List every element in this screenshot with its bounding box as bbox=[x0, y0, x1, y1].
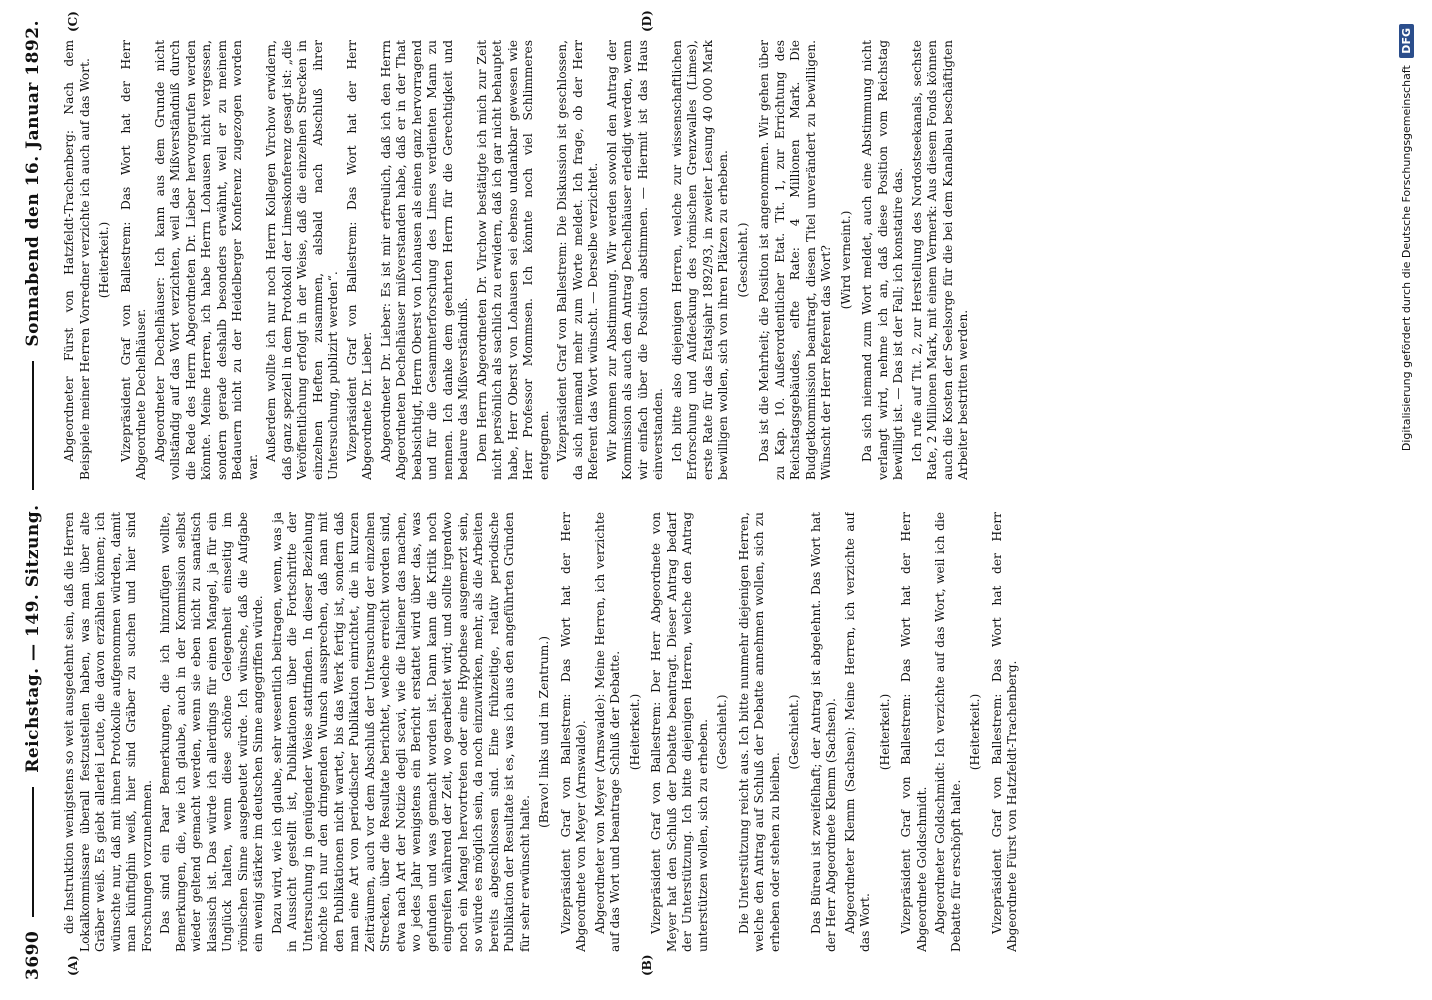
paragraph: Abgeordneter Klemm (Sachsen): Meine Herren, ich verzichte auf das Wort. bbox=[842, 512, 872, 952]
paragraph: Vizepräsident Graf von Ballestrem: Der Herr Abgeordnete von Meyer hat den Schluß der Debatte beantragt. Dieser Antrag bedarf der Unterstützung. Ich bitte diejenigen Herren, welche den Antrag unterstützen wollen, sich zu erheben. bbox=[649, 512, 710, 952]
interjection: (Heiterkeit.) bbox=[877, 693, 892, 771]
credit-text: Digitalisierung gefördert durch die Deutsche Forschungsgemeinschaft bbox=[1400, 65, 1413, 452]
page-header bbox=[20, 20, 46, 980]
interjection: (Heiterkeit.) bbox=[627, 693, 642, 771]
paragraph: Abgeordneter von Meyer (Arnswalde): Meine Herren, ich verzichte auf das Wort und beantrage Schluß der Debatte. bbox=[592, 512, 622, 952]
interjection: (Heiterkeit.) bbox=[968, 693, 982, 771]
header-rule-right bbox=[32, 361, 34, 491]
header-session: Reichstag. — 149. Sitzung. bbox=[23, 504, 43, 773]
paragraph: Vizepräsident Graf von Ballestrem: Das Wort hat der Herr Abgeordnete Dechelhäuser. bbox=[118, 40, 148, 480]
left-column bbox=[62, 512, 1322, 952]
paragraph: Dazu wird, wie ich glaube, sehr wesentlich beitragen, wenn, was ja in Aussicht gestellt ist, Publikationen über die Fortschritte der Untersuchung in genügender Weise stattfinden. In dieser Beziehung möchte ich nur den dringenden Wunsch aussprechen, daß man mit den Publikationen nicht wartet, bis das Werk fertig ist, sondern daß man eine Art von periodischer Publikation einrichtet, die in kurzen Zeiträumen, auch vor dem Abschluß der Untersuchung der einzelnen Strecken, über die Resultate berichtet, welche erreicht worden sind, etwa nach Art der Notizie degli scavi, wie die Italiener das machen, wo jedes Jahr wenigstens ein Bericht erstattet wird über das, was gefunden und was gemacht worden ist. Dann kann die Kritik noch eingreifen während der Zeit, wo gearbeitet wird; und sollte irgendwo noch ein Mangel hervortreten oder eine Hypothese ausgemerzt sein, so würde es möglich sein, da noch einzuwirken, mehr, als die Arbeiten bereits abgeschlossen sind. Eine frühzeitige, relativ periodische Publikation der Resultate ist es, was ich aus den angeführten Gründen für sehr erwünscht halte. bbox=[269, 512, 532, 952]
paragraph: Das sind ein Paar Bemerkungen, die ich hinzufügen wollte, Bemerkungen, die, wie ich glaube, auch in der Kommission selbst wieder geltend gemacht werden, wenn sie eben nicht zu sanatisch klassisch ist. Das würde ich allerdings für einen Mangel, ja für ein Unglück halten, wenn diese schöne Gelegenheit einseitig im römischen Sinne ausgebeutet würde. Ich wünsche, daß die Aufgabe ein wenig stärker im deutschen Sinne angegriffen würde. bbox=[158, 512, 265, 952]
margin-marker-c: (C) bbox=[66, 11, 80, 32]
paragraph: Ich bitte also diejenigen Herren, welche zur wissenschaftlichen Erforschung und Aufdeckung des römischen Grenzwalles (Limes), erste Rate für das Etatsjahr 1892/93, in zweiter Lesung 40 000 Mark bewilligen wollen, sich von ihren Plätzen zu erheben. bbox=[669, 40, 730, 480]
margin-marker-b: (B) bbox=[640, 954, 654, 976]
paragraph: Ich rufe auf Tit. 2, zur Herstellung des Nordostseekanals, sechste Rate, 2 Millionen Mark, mit einem Vermerk: Aus diesem Fonds können auch die Kosten der Seelsorge für die bei dem Kanalbau beschäftigten Arbeiter bestritten werden. bbox=[909, 40, 970, 480]
paragraph: Abgeordneter Dr. Lieber: Es ist mir erfreulich, daß ich den Herrn Abgeordneten Dechelhäuser mißverstanden habe, daß er in der That beabsichtigt, Herrn Oberst von Lohausen als einen ganz hervorragend und für die Gesammterforschung des Limes verdienten Mann zu nennen. Ich danke dem geehrten Herrn für die Gerechtigkeit und bedaure das Mißverständniß. bbox=[378, 40, 470, 480]
paragraph: Vizepräsident Graf von Ballestrem: Das Wort hat der Herr Abgeordnete von Meyer (Arnswalde). bbox=[558, 512, 588, 952]
paragraph: Vizepräsident Graf von Ballestrem: Das Wort hat der Herr Abgeordnete Fürst von Hatzfeldt-Trachenberg. bbox=[989, 512, 1019, 952]
page-number: 3690 bbox=[23, 930, 43, 980]
paragraph: Vizepräsident Graf von Ballestrem: Das Wort hat der Herr Abgeordnete Goldschmidt. bbox=[899, 512, 929, 952]
paragraph: Da sich niemand zum Wort meldet, auch eine Abstimmung nicht verlangt wird, nehme ich an, daß diese Position vom Reichstag bewilligt ist. — Das ist der Fall; ich konstatire das. bbox=[860, 40, 905, 480]
paragraph: Abgeordneter Goldschmidt: Ich verzichte auf das Wort, weil ich die Debatte für erschöpft halte. bbox=[933, 512, 963, 952]
interjection: (Heiterkeit.) bbox=[97, 221, 111, 299]
paragraph: Abgeordneter Dechelhäuser: Ich kann aus dem Grunde nicht vollständig auf das Wort verzichten, weil das Mißverständniß durch die Rede des Herrn Abgeordneten Dr. Lieber hervorgerufen werden könnte. Meine Herren, ich habe Herrn Lohausen nicht vergessen, sondern gerade deshalb besonders erwähnt, weil er zu meinem Bedauern nicht zu der Heidelberger Konferenz zugezogen worden war. bbox=[152, 40, 260, 480]
margin-marker-d: (D) bbox=[640, 10, 654, 32]
paragraph: Abgeordneter Fürst von Hatzfeldt-Trachenberg: Nach dem Beispiele meiner Herren Vorredner verzichte ich auch auf das Wort. bbox=[62, 40, 92, 480]
paragraph: Die Unterstützung reicht aus. Ich bitte nunmehr diejenigen Herren, welche den Antrag auf Schluß der Debatte annehmen wollen, sich zu erheben oder stehen zu bleiben. bbox=[736, 512, 782, 952]
right-column bbox=[62, 40, 1322, 480]
header-rule-left bbox=[32, 787, 34, 917]
interjection: (Geschieht.) bbox=[735, 222, 750, 298]
dfg-logo: DFG bbox=[1399, 24, 1414, 58]
margin-marker-a: (A) bbox=[66, 955, 80, 976]
interjection: (Geschieht.) bbox=[787, 694, 801, 770]
header-date: Sonnabend den 16. Januar 1892. bbox=[23, 19, 43, 347]
digitization-credit bbox=[1399, 0, 1414, 1000]
paragraph: Außerdem wollte ich nur noch Herrn Kollegen Virchow erwidern, daß ganz speziell in dem Protokoll der Limeskonferenz gesagt ist: „die Veröffentlichung erfolgt in der Weise, daß die einzelnen Strecken in einzelnen Heften zusammen, alsbald nach Abschluß ihrer Untersuchung, publizirt werden“. bbox=[264, 40, 340, 480]
interjection: (Geschieht.) bbox=[715, 694, 729, 770]
paragraph: die Instruktion wenigstens so weit ausgedehnt sein, daß die Herren Lokalkommissare überall festzustellen haben, was man über alte Gräber weiß. Es giebt allerlei Leute, die davon erzählen können; ich wünschte nur, daß mit ihnen Protokolle aufgenommen würden, damit man künftighin weiß, hier sind Gräber zu suchen und hier sind Forschungen vorzunehmen. bbox=[62, 512, 154, 952]
interjection: (Bravo! links und im Zentrum.) bbox=[537, 636, 551, 828]
paragraph: Das Büreau ist zweifelhaft; der Antrag ist abgelehnt. Das Wort hat der Herr Abgeordnete Klemm (Sachsen). bbox=[808, 512, 838, 952]
paragraph: Wir kommen zur Abstimmung. Wir werden sowohl den Antrag der Kommission als auch den Antrag Dechelhäuser erledigt werden, wenn wir einfach über die Position abstimmen. — Hiermit ist das Haus einverstanden. bbox=[604, 40, 665, 480]
interjection: (Wird verneint.) bbox=[838, 210, 853, 310]
paragraph: Vizepräsident Graf von Ballestrem: Das Wort hat der Herr Abgeordnete Dr. Lieber. bbox=[344, 40, 374, 480]
paragraph: Vizepräsident Graf von Ballestrem: Die Diskussion ist geschlossen, da sich niemand mehr zum Worte meldet. Ich frage, ob der Herr Referent das Wort wünscht. — Derselbe verzichtet. bbox=[555, 40, 600, 480]
paragraph: Dem Herrn Abgeordneten Dr. Virchow bestätigte ich mich zur Zeit nicht persönlich als sachlich zu erwidern, daß ich gar nicht behauptet habe, Herr Oberst von Lohausen sei ebenso undankbar gewesen wie Herr Professor Mommsen. Ich könnte noch viel Schlimmeres entgegnen. bbox=[474, 40, 551, 480]
paragraph: Das ist die Mehrheit; die Position ist angenommen. Wir gehen über zu Kap. 10. Außerordentlicher Etat. Tit. 1, zur Errichtung des Reichstagsgebäudes, elfte Rate: 4 Millionen Mark. Die Budgetkommission beantragt, diesen Titel unverändert zu bewilligen. Wünscht der Herr Referent das Wort? bbox=[757, 40, 833, 480]
